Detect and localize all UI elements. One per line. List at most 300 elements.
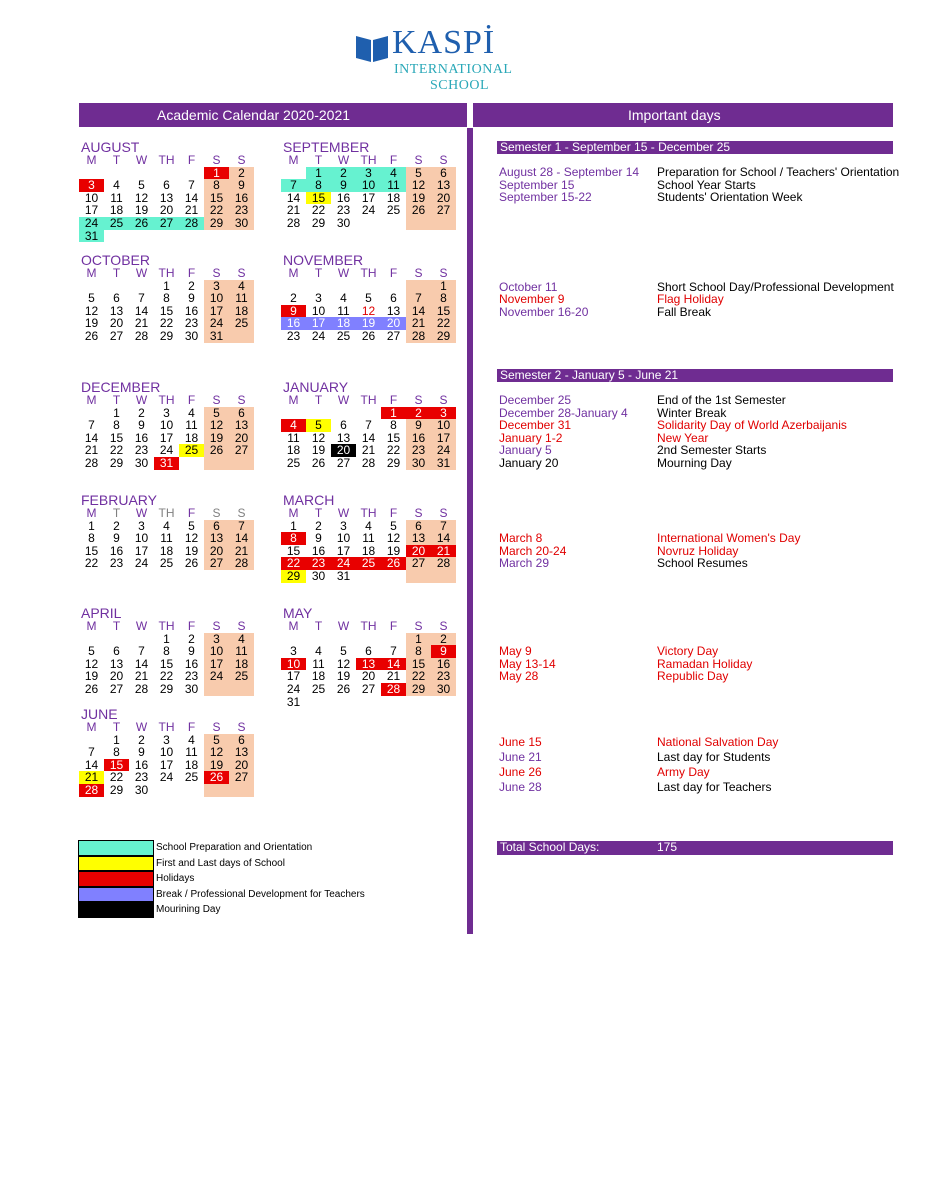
- important-day-date: December 25: [499, 393, 572, 407]
- day-cell: 4: [315, 644, 322, 659]
- important-day-date: December 28-January 4: [499, 406, 628, 420]
- important-day-date: November 16-20: [499, 305, 589, 319]
- day-cell: 5: [406, 167, 431, 180]
- day-cell: 2: [431, 633, 456, 646]
- day-cell: 24: [331, 557, 356, 570]
- day-cell: 7: [365, 418, 372, 433]
- day-cell: 18: [159, 543, 174, 558]
- important-day-name: International Women's Day: [657, 531, 801, 545]
- day-cell: 26: [204, 771, 229, 784]
- weekday-header: TH: [158, 619, 175, 633]
- weekday-header: W: [135, 393, 148, 407]
- day-cell: 14: [431, 532, 456, 545]
- weekday-header: S: [212, 619, 221, 633]
- day-cell: 20: [431, 192, 456, 205]
- month-grid: [281, 267, 465, 343]
- day-cell: 10: [431, 419, 456, 432]
- day-cell: 24: [311, 328, 326, 343]
- important-day-name: Preparation for School / Teachers' Orientation: [657, 165, 900, 179]
- day-cell: 14: [361, 430, 376, 445]
- day-cell: 22: [431, 317, 456, 330]
- day-cell: 3: [163, 405, 170, 420]
- day-cell: 19: [84, 669, 99, 684]
- weekday-header: W: [337, 393, 350, 407]
- day-cell: 12: [84, 656, 99, 671]
- month-december: [79, 380, 263, 470]
- school-name-line3: SCHOOL: [430, 78, 490, 93]
- weekday-header: S: [439, 506, 448, 520]
- important-day-date: September 15-22: [499, 190, 592, 204]
- day-cell: 6: [113, 291, 120, 306]
- day-cell: 2: [290, 291, 297, 306]
- day-cell: 4: [188, 405, 195, 420]
- day-cell: 17: [204, 658, 229, 671]
- month-grid: [79, 154, 263, 242]
- day-cell: 8: [163, 644, 170, 659]
- day-cell: 5: [188, 518, 195, 533]
- day-cell: 2: [188, 278, 195, 293]
- day-cell: 24: [361, 203, 376, 218]
- important-day-date: May 28: [499, 669, 539, 683]
- legend-swatch: [78, 840, 154, 856]
- day-cell: 7: [138, 291, 145, 306]
- important-day-name: School Year Starts: [657, 178, 756, 192]
- day-cell: 21: [386, 669, 401, 684]
- day-cell: 31: [154, 457, 179, 470]
- empty-day-cell: [356, 217, 381, 230]
- important-day-name: School Resumes: [657, 556, 748, 570]
- day-cell: 27: [431, 204, 456, 217]
- day-cell: 15: [109, 430, 124, 445]
- day-cell: 27: [109, 328, 124, 343]
- weekday-header: F: [187, 506, 196, 520]
- day-cell: 29: [109, 782, 124, 797]
- day-cell: 3: [204, 280, 229, 293]
- weekday-header: S: [212, 393, 221, 407]
- legend-swatch: [78, 871, 154, 887]
- empty-day-cell: [179, 230, 204, 243]
- academic-calendar-title: Academic Calendar 2020-2021: [157, 107, 351, 123]
- month-title: AUGUST: [81, 139, 140, 155]
- weekday-header: S: [212, 153, 221, 167]
- day-cell: 26: [361, 328, 376, 343]
- day-cell: 21: [229, 545, 254, 558]
- day-cell: 9: [281, 305, 306, 318]
- weekday-header: M: [288, 153, 299, 167]
- important-day-name: Novruz Holiday: [657, 544, 739, 558]
- day-cell: 20: [229, 759, 254, 772]
- day-cell: 16: [336, 190, 351, 205]
- day-cell: 26: [84, 328, 99, 343]
- day-cell: 12: [386, 531, 401, 546]
- day-cell: 26: [336, 681, 351, 696]
- month-grid: [79, 267, 263, 343]
- weekday-header: S: [237, 266, 246, 280]
- empty-day-cell: [229, 784, 254, 797]
- weekday-header: W: [135, 619, 148, 633]
- day-cell: 16: [134, 430, 149, 445]
- weekday-header: M: [86, 266, 97, 280]
- weekday-header: T: [112, 266, 121, 280]
- weekday-header: S: [414, 153, 423, 167]
- day-cell: 9: [188, 291, 195, 306]
- day-cell: 11: [185, 418, 198, 433]
- day-cell: 23: [306, 557, 331, 570]
- weekday-header: T: [314, 266, 323, 280]
- empty-day-cell: [306, 696, 331, 709]
- important-day-date: June 28: [499, 780, 542, 794]
- day-cell: 21: [184, 203, 199, 218]
- day-cell: 12: [84, 303, 99, 318]
- month-grid: [281, 507, 465, 583]
- day-cell: 22: [84, 556, 99, 571]
- important-days-title: Important days: [628, 107, 721, 123]
- weekday-header: T: [314, 619, 323, 633]
- day-cell: 14: [184, 190, 199, 205]
- day-cell: 7: [406, 292, 431, 305]
- weekday-header: TH: [360, 266, 377, 280]
- day-cell: 18: [331, 317, 356, 330]
- weekday-header: T: [314, 393, 323, 407]
- day-cell: 21: [79, 771, 104, 784]
- day-cell: 1: [290, 518, 297, 533]
- weekday-header: M: [288, 266, 299, 280]
- important-day-name: New Year: [657, 431, 709, 445]
- day-cell: 6: [340, 418, 347, 433]
- empty-day-cell: [129, 230, 154, 243]
- weekday-header: T: [112, 506, 121, 520]
- day-cell: 7: [138, 644, 145, 659]
- day-cell: 2: [188, 631, 195, 646]
- semester-1-band: Semester 1 - September 15 - December 25: [497, 141, 893, 154]
- day-cell: 23: [184, 669, 199, 684]
- day-cell: 16: [281, 317, 306, 330]
- important-day-name: Army Day: [657, 765, 710, 779]
- day-cell: 17: [361, 190, 376, 205]
- day-cell: 7: [229, 520, 254, 533]
- month-june: [79, 707, 263, 797]
- day-cell: 1: [113, 732, 120, 747]
- weekday-header: T: [112, 619, 121, 633]
- day-cell: 11: [381, 179, 406, 192]
- day-cell: 21: [406, 317, 431, 330]
- important-day-date: October 11: [499, 280, 558, 294]
- legend-label: Mourining Day: [156, 904, 221, 915]
- empty-day-cell: [179, 457, 204, 470]
- day-cell: 29: [281, 570, 306, 583]
- empty-day-cell: [406, 570, 431, 583]
- day-cell: 8: [113, 418, 120, 433]
- day-cell: 22: [386, 443, 401, 458]
- empty-day-cell: [381, 217, 406, 230]
- day-cell: 13: [109, 303, 124, 318]
- day-cell: 14: [286, 190, 301, 205]
- semester-2-band: Semester 2 - January 5 - June 21: [497, 369, 893, 382]
- important-day-name: Last day for Teachers: [657, 780, 772, 794]
- day-cell: 25: [229, 670, 254, 683]
- weekday-header: F: [187, 153, 196, 167]
- day-cell: 14: [381, 658, 406, 671]
- weekday-header: M: [86, 393, 97, 407]
- day-cell: 30: [406, 457, 431, 470]
- weekday-header: M: [86, 720, 97, 734]
- day-cell: 4: [163, 518, 170, 533]
- important-day-name: Ramadan Holiday: [657, 657, 753, 671]
- important-day-date: May 13-14: [499, 657, 556, 671]
- day-cell: 31: [336, 568, 351, 583]
- day-cell: 15: [306, 192, 331, 205]
- important-day-name: Winter Break: [657, 406, 727, 420]
- weekday-header: W: [135, 720, 148, 734]
- day-cell: 13: [406, 532, 431, 545]
- day-cell: 29: [311, 215, 326, 230]
- day-cell: 5: [204, 407, 229, 420]
- day-cell: 1: [163, 631, 170, 646]
- day-cell: 20: [159, 203, 174, 218]
- day-cell: 9: [229, 179, 254, 192]
- weekday-header: F: [187, 266, 196, 280]
- day-cell: 27: [406, 557, 431, 570]
- day-cell: 3: [431, 407, 456, 420]
- day-cell: 5: [88, 291, 95, 306]
- empty-day-cell: [381, 570, 406, 583]
- month-title: NOVEMBER: [283, 252, 364, 268]
- weekday-header: F: [187, 619, 196, 633]
- total-school-days-value: 175: [657, 840, 678, 854]
- day-cell: 19: [184, 543, 199, 558]
- month-title: DECEMBER: [81, 379, 161, 395]
- day-cell: 14: [84, 430, 99, 445]
- weekday-header: F: [389, 393, 398, 407]
- weekday-header: S: [414, 506, 423, 520]
- empty-day-cell: [431, 696, 456, 709]
- day-cell: 9: [331, 179, 356, 192]
- day-cell: 11: [229, 645, 254, 658]
- empty-day-cell: [406, 217, 431, 230]
- day-cell: 12: [134, 190, 149, 205]
- month-august: [79, 140, 263, 242]
- important-day-date: June 21: [499, 750, 542, 764]
- day-cell: 4: [365, 518, 372, 533]
- day-cell: 2: [229, 167, 254, 180]
- day-cell: 22: [311, 203, 326, 218]
- day-cell: 22: [159, 669, 174, 684]
- day-cell: 11: [312, 656, 325, 671]
- weekday-header: TH: [360, 393, 377, 407]
- weekday-header: F: [389, 153, 398, 167]
- day-cell: 27: [361, 681, 376, 696]
- day-cell: 14: [84, 757, 99, 772]
- day-cell: 19: [134, 203, 149, 218]
- day-cell: 16: [134, 757, 149, 772]
- empty-day-cell: [104, 230, 129, 243]
- empty-day-cell: [229, 457, 254, 470]
- day-cell: 10: [134, 531, 149, 546]
- empty-day-cell: [204, 230, 229, 243]
- day-cell: 3: [79, 179, 104, 192]
- day-cell: 28: [361, 455, 376, 470]
- day-cell: 23: [134, 770, 149, 785]
- important-day-date: January 5: [499, 443, 552, 457]
- day-cell: 17: [159, 430, 174, 445]
- day-cell: 28: [286, 215, 301, 230]
- month-grid: [79, 620, 263, 696]
- left-title-band: [79, 103, 467, 127]
- important-day-date: May 9: [499, 644, 532, 658]
- day-cell: 3: [163, 732, 170, 747]
- day-cell: 11: [362, 531, 375, 546]
- day-cell: 4: [340, 291, 347, 306]
- important-day-date: June 26: [499, 765, 542, 779]
- day-cell: 1: [163, 278, 170, 293]
- day-cell: 25: [286, 455, 301, 470]
- day-cell: 20: [109, 669, 124, 684]
- day-cell: 15: [84, 543, 99, 558]
- day-cell: 2: [113, 518, 120, 533]
- day-cell: 6: [406, 520, 431, 533]
- day-cell: 3: [315, 291, 322, 306]
- day-cell: 30: [229, 217, 254, 230]
- day-cell: 24: [204, 670, 229, 683]
- day-cell: 27: [154, 217, 179, 230]
- day-cell: 27: [336, 455, 351, 470]
- day-cell: 23: [184, 316, 199, 331]
- weekday-header: S: [414, 619, 423, 633]
- day-cell: 8: [406, 645, 431, 658]
- day-cell: 28: [79, 784, 104, 797]
- day-cell: 31: [431, 457, 456, 470]
- month-title: JUNE: [81, 706, 118, 722]
- day-cell: 16: [109, 543, 124, 558]
- day-cell: 13: [431, 179, 456, 192]
- month-title: APRIL: [81, 605, 122, 621]
- day-cell: 25: [179, 444, 204, 457]
- day-cell: 23: [336, 203, 351, 218]
- day-cell: 9: [138, 418, 145, 433]
- important-day-name: 2nd Semester Starts: [657, 443, 767, 457]
- weekday-header: T: [314, 153, 323, 167]
- day-cell: 16: [431, 658, 456, 671]
- day-cell: 13: [204, 532, 229, 545]
- day-cell: 3: [138, 518, 145, 533]
- day-cell: 2: [138, 405, 145, 420]
- important-day-date: August 28 - September 14: [499, 165, 640, 179]
- important-day-name: National Salvation Day: [657, 735, 779, 749]
- month-march: [281, 493, 465, 583]
- day-cell: 8: [281, 532, 306, 545]
- day-cell: 19: [84, 316, 99, 331]
- month-grid: [281, 154, 465, 230]
- weekday-header: TH: [158, 266, 175, 280]
- important-day-name: Republic Day: [657, 669, 729, 683]
- month-title: FEBRUARY: [81, 492, 157, 508]
- day-cell: 10: [281, 658, 306, 671]
- book-logo-icon: [354, 32, 390, 62]
- important-day-name: Flag Holiday: [657, 292, 724, 306]
- day-cell: 5: [365, 291, 372, 306]
- day-cell: 21: [134, 669, 149, 684]
- day-cell: 21: [84, 443, 99, 458]
- school-logo: [350, 24, 550, 96]
- day-cell: 7: [390, 644, 397, 659]
- day-cell: 26: [381, 557, 406, 570]
- weekday-header: S: [237, 506, 246, 520]
- month-september: [281, 140, 465, 230]
- day-cell: 10: [204, 292, 229, 305]
- weekday-header: TH: [158, 393, 175, 407]
- day-cell: 30: [336, 215, 351, 230]
- day-cell: 12: [204, 419, 229, 432]
- weekday-header: W: [337, 619, 350, 633]
- day-cell: 24: [134, 556, 149, 571]
- day-cell: 1: [204, 167, 229, 180]
- day-cell: 2: [406, 407, 431, 420]
- day-cell: 19: [204, 432, 229, 445]
- legend-swatch: [78, 902, 154, 918]
- day-cell: 30: [134, 782, 149, 797]
- empty-day-cell: [381, 696, 406, 709]
- day-cell: 18: [311, 669, 326, 684]
- day-cell: 11: [287, 430, 300, 445]
- day-cell: 20: [204, 545, 229, 558]
- weekday-header: W: [135, 153, 148, 167]
- day-cell: 24: [159, 443, 174, 458]
- weekday-header: T: [112, 153, 121, 167]
- day-cell: 4: [188, 732, 195, 747]
- day-cell: 6: [390, 291, 397, 306]
- day-cell: 26: [84, 681, 99, 696]
- legend-label: First and Last days of School: [156, 857, 285, 869]
- day-cell: 8: [390, 418, 397, 433]
- weekday-header: TH: [360, 153, 377, 167]
- day-cell: 23: [109, 556, 124, 571]
- day-cell: 1: [88, 518, 95, 533]
- day-cell: 13: [229, 419, 254, 432]
- day-cell: 9: [188, 644, 195, 659]
- day-cell: 19: [311, 443, 326, 458]
- day-cell: 5: [340, 644, 347, 659]
- important-day-name: Students' Orientation Week: [657, 190, 803, 204]
- day-cell: 18: [286, 443, 301, 458]
- day-cell: 17: [159, 757, 174, 772]
- day-cell: 30: [184, 328, 199, 343]
- month-may: [281, 606, 465, 708]
- day-cell: 18: [109, 203, 124, 218]
- day-cell: 16: [229, 192, 254, 205]
- day-cell: 13: [159, 190, 174, 205]
- important-day-date: September 15: [499, 178, 575, 192]
- weekday-header: TH: [158, 506, 175, 520]
- day-cell: 19: [386, 543, 401, 558]
- day-cell: 31: [204, 330, 229, 343]
- day-cell: 26: [311, 455, 326, 470]
- day-cell: 3: [356, 167, 381, 180]
- month-grid: [79, 721, 263, 797]
- total-school-days-label: Total School Days:: [500, 840, 600, 854]
- weekday-header: W: [337, 153, 350, 167]
- day-cell: 17: [306, 317, 331, 330]
- day-cell: 20: [229, 432, 254, 445]
- day-cell: 27: [229, 771, 254, 784]
- school-name: KASPİ: [392, 24, 496, 61]
- day-cell: 21: [361, 443, 376, 458]
- day-cell: 26: [129, 217, 154, 230]
- day-cell: 6: [229, 407, 254, 420]
- day-cell: 11: [229, 292, 254, 305]
- month-february: [79, 493, 263, 570]
- day-cell: 25: [336, 328, 351, 343]
- day-cell: 18: [184, 757, 199, 772]
